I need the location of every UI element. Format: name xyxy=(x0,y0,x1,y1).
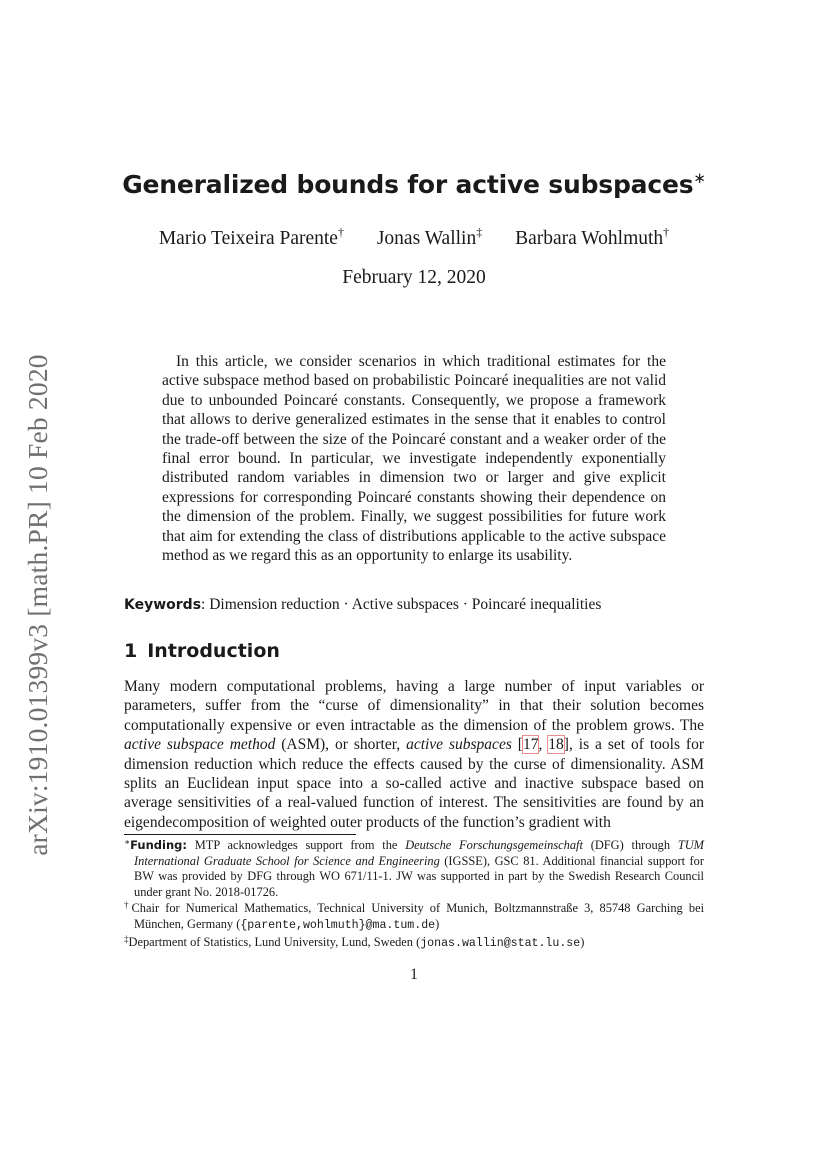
keywords-label: Keywords xyxy=(124,597,202,613)
arxiv-side-stamp xyxy=(18,340,58,870)
footnote-emphasis: Deutsche Forschungsgemeinschaft xyxy=(405,838,583,852)
author-affiliation-mark: ‡ xyxy=(476,225,483,239)
author-name: Barbara Wohlmuth xyxy=(515,228,664,249)
footnote-divider xyxy=(124,834,356,835)
intro-text: , is a set of tools for dimension reduction which reduce the effects caused by the curse of dimensionality. ASM splits an Euclidean input space into a so-called active and inactive subspace based on average sensitivities of a real-valued function of interest. The sensitivities are found by an eigendecomposition of weighted outer products of the function’s gradient with xyxy=(124,736,704,831)
author-affiliation-mark: † xyxy=(663,225,670,239)
citation-18[interactable] xyxy=(548,736,564,753)
author-affiliation-mark: † xyxy=(337,225,344,239)
introduction-paragraph xyxy=(124,677,704,832)
footnote-text: ) xyxy=(580,934,585,949)
abstract: In this article, we consider scenarios in which traditional estimates for the active subspace method based on probabilistic Poincaré inequalities are not valid due to unbounded Poincaré constants. Consequently, we propose a framework that allows to derive generalized estimates in the sense that it enables to control the trade-off between the size of the Poincaré constant and a weaker order of the final error bound. In particular, we investigate independently exponentially distributed random variables in dimension two or larger and give explicit expressions for corresponding Poincaré constants showing their dependence on the dimension of the problem. Finally, we suggest possibilities for future work that aim for extending the class of distributions applicable to the active subspace method as we regard this as an opportunity to enlarge its usability. xyxy=(162,353,666,565)
keywords-separator: : xyxy=(201,596,206,613)
footnotes xyxy=(124,838,704,952)
footnote-mark: ‡ xyxy=(124,933,129,944)
footnote-funding xyxy=(124,838,704,900)
author-name: Mario Teixeira Parente xyxy=(158,228,338,249)
footnote-text: ) xyxy=(435,916,440,931)
footnote-affiliation-lund xyxy=(124,935,704,952)
funding-label: Funding: xyxy=(130,838,187,852)
footnote-emphasis: TUM International Graduate School for Science and Engineering xyxy=(134,838,705,868)
citation-bracket: ] xyxy=(563,736,569,754)
intro-emphasis-active-subspaces: active subspaces xyxy=(406,736,512,754)
citation-link[interactable]: 17 xyxy=(522,736,539,754)
author-1 xyxy=(158,225,344,249)
footnote-text: MTP acknowledges support from the xyxy=(186,838,406,852)
author-3 xyxy=(515,225,670,249)
footnote-mark: ∗ xyxy=(124,837,131,847)
section-title: Introduction xyxy=(147,640,280,662)
footnote-text: Chair for Numerical Mathematics, Technical University of Munich, Boltzmannstraße 3, 85748 Garching bei München, Germany ( xyxy=(131,901,705,931)
author-2 xyxy=(376,225,483,249)
paper-title-text: Generalized bounds for active subspaces xyxy=(122,170,694,199)
footnote-text: (DFG) through xyxy=(582,838,678,852)
citation-link[interactable]: 18 xyxy=(548,736,564,754)
footnote-mark: † xyxy=(124,900,132,911)
footnote-text: Department of Statistics, Lund University, Lund, Sweden ( xyxy=(128,934,421,949)
paper-title xyxy=(0,170,828,199)
intro-text: (ASM), or shorter, xyxy=(275,736,407,754)
arxiv-identifier: arXiv:1910.01399v3 [math.PR] 10 Feb 2020 xyxy=(22,354,53,856)
keywords-text: Dimension reduction · Active subspaces · Poincaré inequalities xyxy=(209,596,602,613)
author-list xyxy=(0,225,828,250)
section-number: 1 xyxy=(124,640,138,662)
footnote-affiliation-tum xyxy=(124,901,704,933)
citation-17[interactable] xyxy=(523,736,539,753)
citation-bracket: [ xyxy=(511,736,523,754)
title-footnote-mark: ∗ xyxy=(693,171,706,187)
email-address[interactable]: jonas.wallin@stat.lu.se xyxy=(420,936,581,950)
email-address[interactable]: {parente,wohlmuth}@ma.tum.de xyxy=(240,918,436,932)
intro-emphasis-asm: active subspace method xyxy=(124,736,276,754)
keywords-line xyxy=(124,596,601,614)
author-name: Jonas Wallin xyxy=(376,228,477,249)
section-heading-introduction xyxy=(124,640,280,662)
intro-text: Many modern computational problems, having a large number of input variables or parameters, suffer from the “curse of dimensionality” in that their solution becomes computationally expensive or even intractable as the dimension of the problem grows. The xyxy=(124,678,704,734)
page-number: 1 xyxy=(410,966,418,983)
publication-date: February 12, 2020 xyxy=(342,267,486,288)
citation-separator: , xyxy=(538,736,549,754)
footnote-text: (IGSSE), GSC 81. Additional financial support for BW was provided by DFG through WO 671/11-1. JW was supported in part by the Swedish Research Council under grant No. 2018-01726. xyxy=(134,853,705,899)
